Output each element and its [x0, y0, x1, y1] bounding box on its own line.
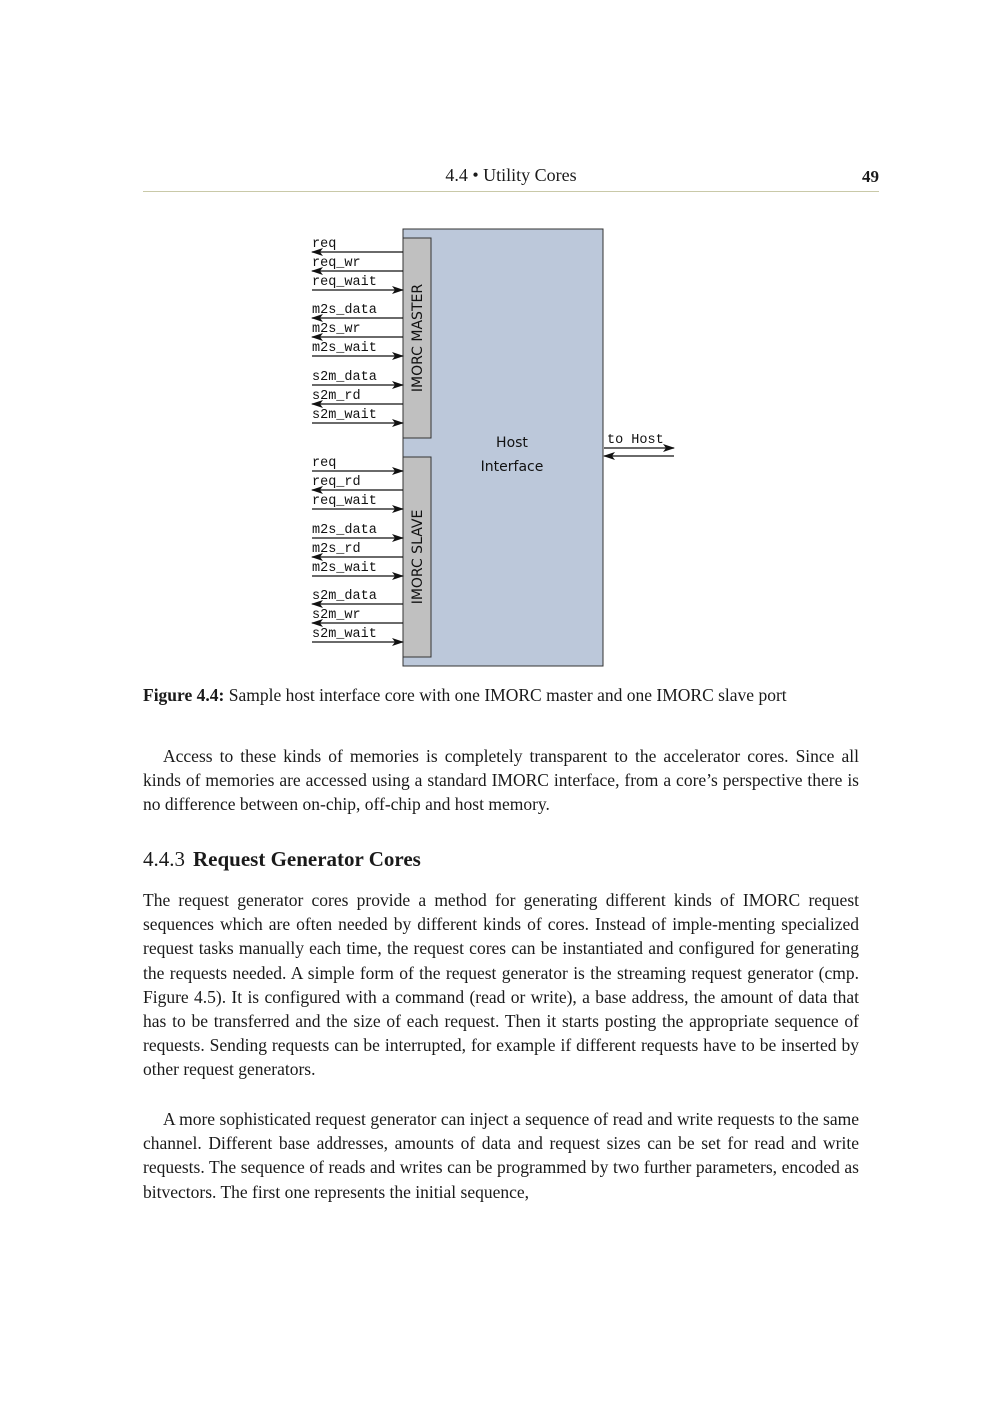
- paragraph-memory-access: Access to these kinds of memories is completely transparent to the accelerator cores. Since all kinds of memories are accessed using a standard IMORC interface, from a core’s perspective there is no difference between on-chip, off-chip and host memory.: [143, 746, 859, 815]
- master-signal-label: m2s_data: [312, 303, 377, 318]
- header-title: 4.4 • Utility Cores: [445, 165, 577, 185]
- master-signal-label: req_wait: [312, 275, 377, 290]
- slave-signal-label: s2m_data: [312, 589, 377, 604]
- master-signal-label: req_wr: [312, 256, 361, 271]
- slave-signal-label: s2m_wait: [312, 627, 377, 642]
- master-signal-label: s2m_rd: [312, 389, 361, 404]
- paragraph-request-generators: The request generator cores provide a method for generating different kinds of IMORC request sequences which are often needed by different kinds of cores. Instead of imple-menting specialized request tasks manually each time, the request cores can be instantiated and configured for generating the requests needed. A simple form of the request generator is the streaming request generator (cmp. Figure 4.5). It is configured with a command (read or write), a base address, the amount of data that has to be transferred and the size of each request. Then it starts posting the appropriate sequence of requests. Sending requests can be interrupted, for example if different requests have to be inserted by other request generators.: [143, 890, 859, 1080]
- master-signal-label: req: [312, 237, 337, 252]
- slave-signal-label: m2s_rd: [312, 542, 361, 557]
- master-signal-label: s2m_data: [312, 370, 377, 385]
- figure-caption-text: Sample host interface core with one IMORC master and one IMORC slave port: [224, 685, 787, 705]
- slave-signal-label: m2s_wait: [312, 561, 377, 576]
- to-host-label: to Host: [607, 433, 664, 448]
- host-block-label-line1: Host: [496, 435, 528, 451]
- section-title: Request Generator Cores: [193, 847, 421, 871]
- page-number: 49: [862, 167, 879, 186]
- slave-signal-label: s2m_wr: [312, 608, 361, 623]
- host-block-label-line2: Interface: [480, 459, 544, 475]
- slave-signal-label: req_rd: [312, 475, 361, 490]
- section-heading: [143, 847, 421, 872]
- running-header: [143, 163, 879, 192]
- master-signal-label: m2s_wr: [312, 322, 361, 337]
- figure-host-interface: [300, 225, 690, 675]
- master-port-label: IMORC MASTER: [410, 283, 426, 393]
- master-signal-label: m2s_wait: [312, 341, 377, 356]
- slave-port-label: IMORC SLAVE: [410, 509, 426, 605]
- slave-signal-label: req: [312, 456, 337, 471]
- slave-signal-label: m2s_data: [312, 523, 377, 538]
- slave-signal-label: req_wait: [312, 494, 377, 509]
- master-signal-label: s2m_wait: [312, 408, 377, 423]
- figure-caption: [143, 683, 879, 707]
- paragraph-sophisticated-generator: A more sophisticated request generator can inject a sequence of read and write requests to the same channel. Different base addresses, amounts of data and request sizes can be set for read and write requests. The sequence of reads and writes can be programmed by two further parameters, encoded as bitvectors. The first one represents the initial sequence,: [143, 1109, 859, 1202]
- figure-caption-label: Figure 4.4:: [143, 685, 225, 705]
- section-number: 4.4.3: [143, 847, 185, 871]
